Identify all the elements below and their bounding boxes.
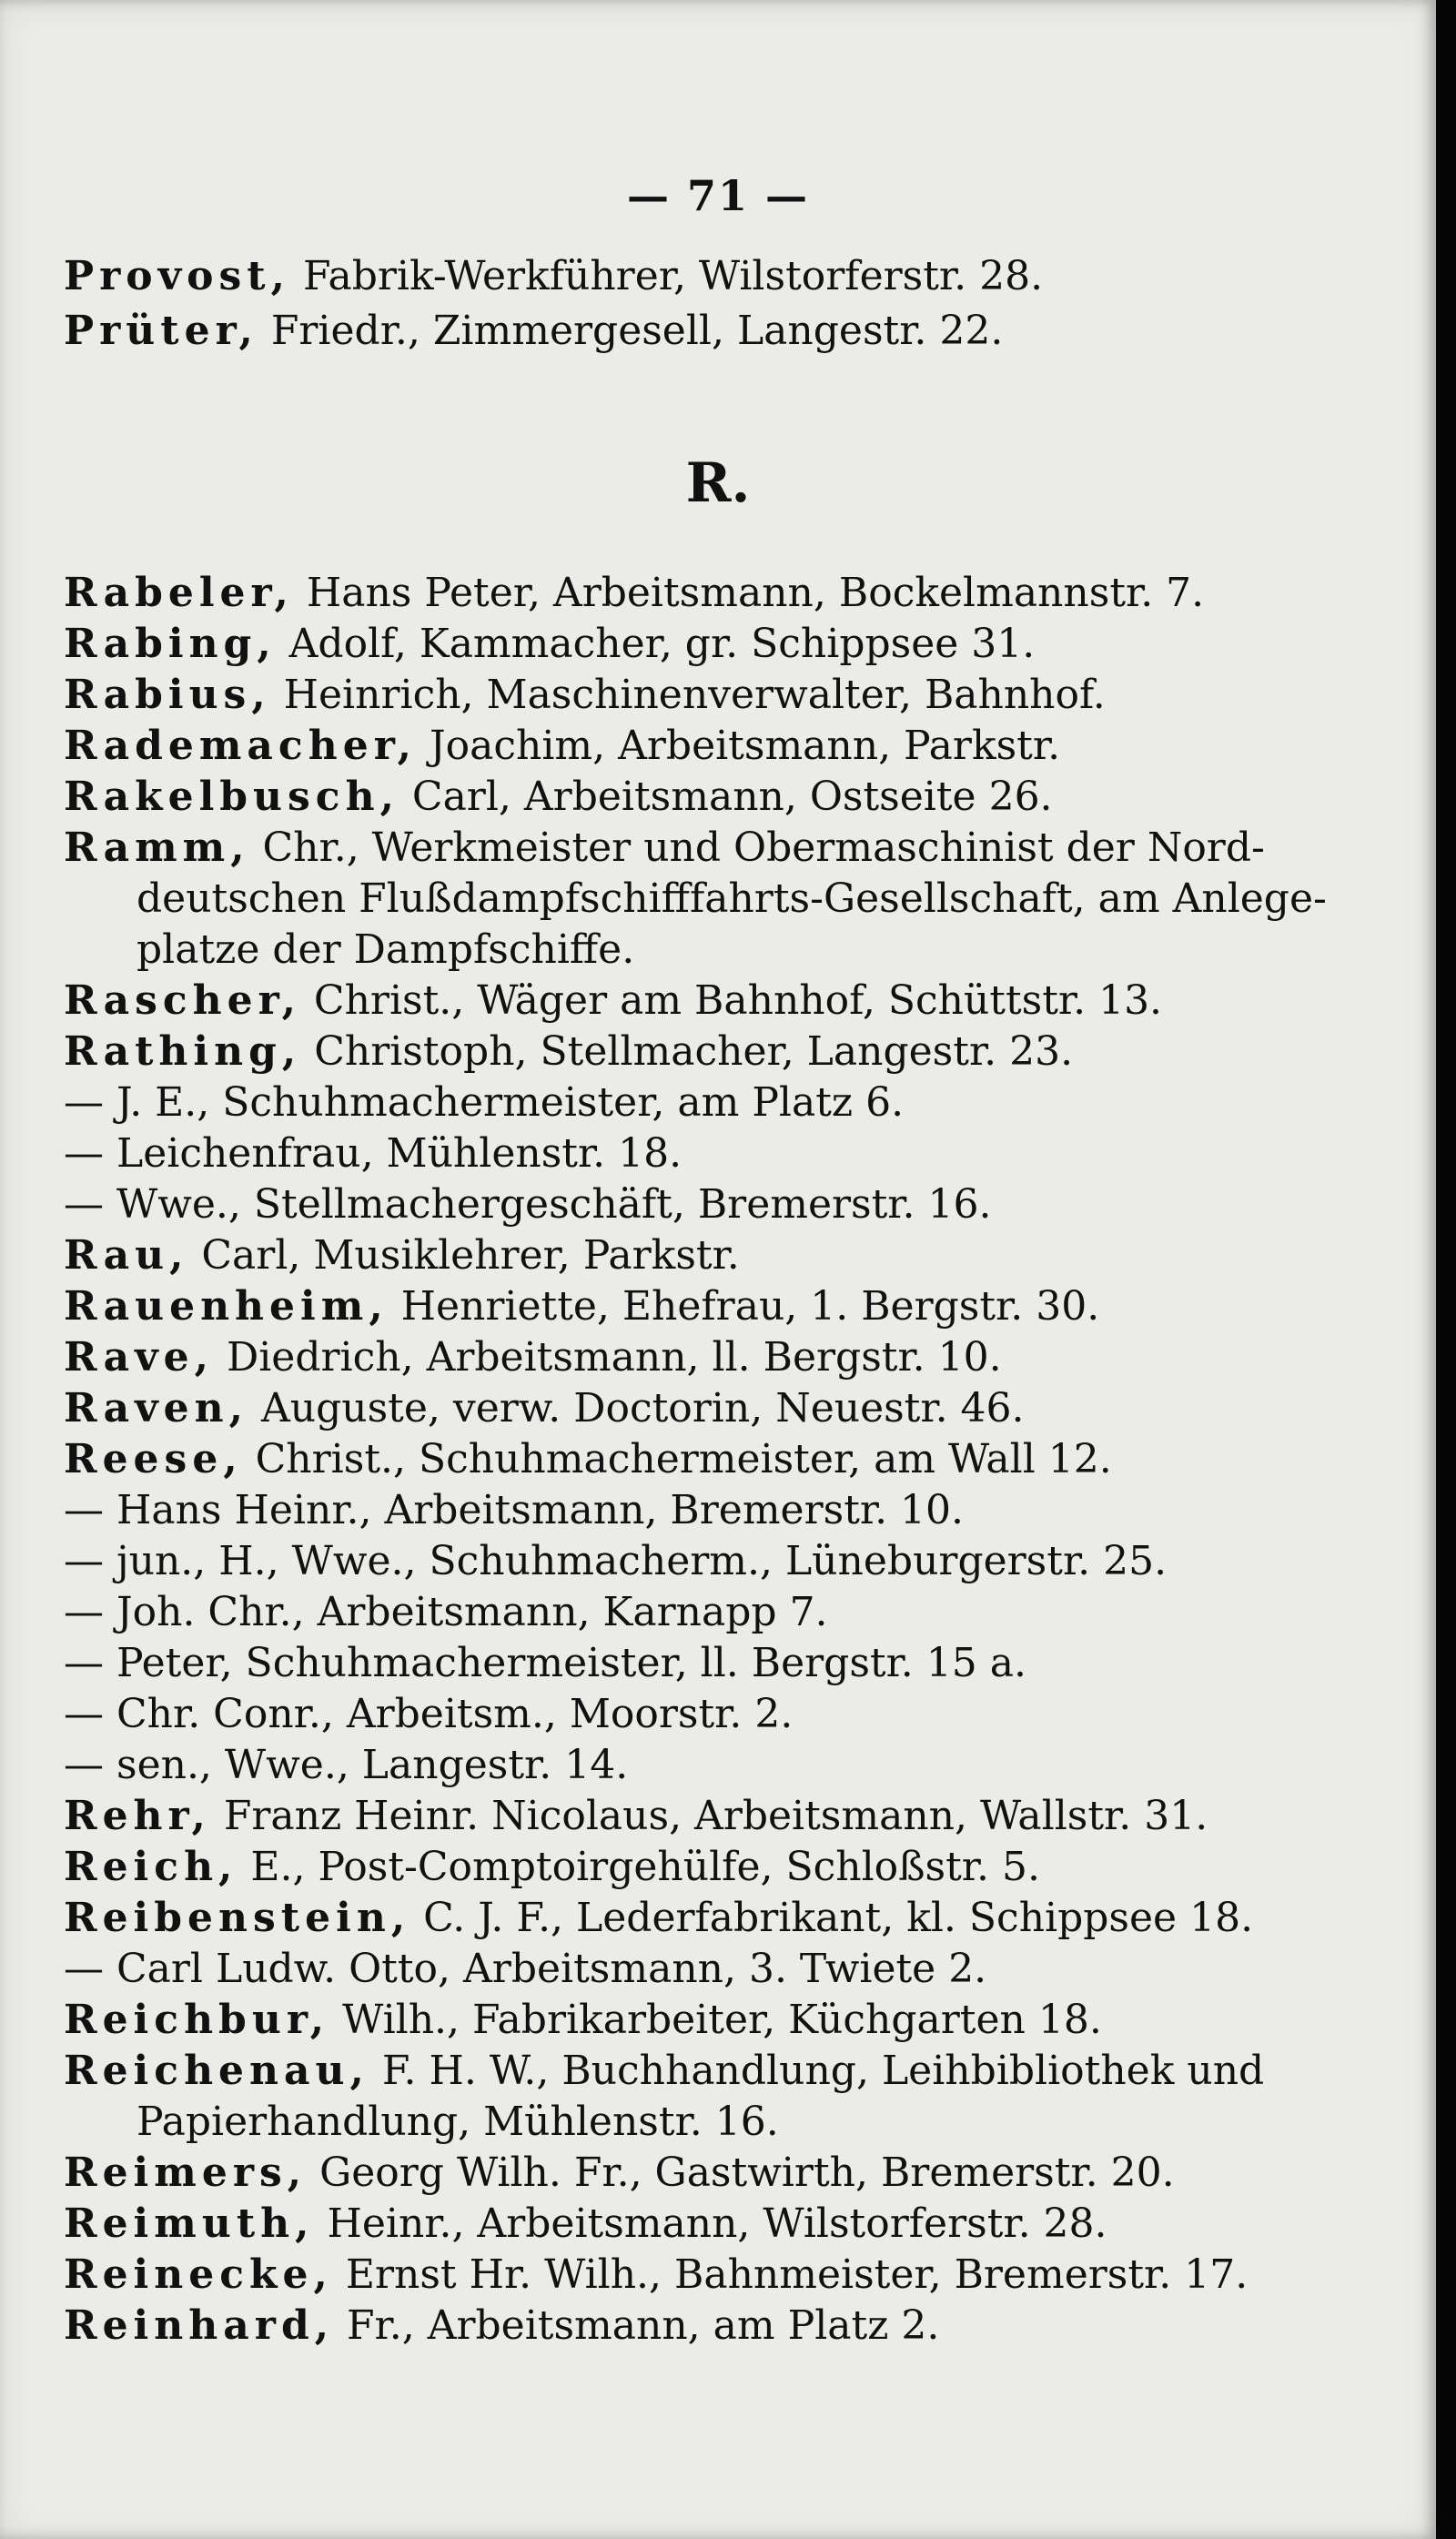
directory-entry xyxy=(64,1944,1174,1995)
directory-entry xyxy=(64,1179,1174,1230)
entry-surname: Reichenau, xyxy=(64,2048,369,2094)
entry-details: Chr. Conr., Arbeitsm., Moorstr. 2. xyxy=(104,1691,794,1737)
entry-details: Carl, Musiklehrer, Parkstr. xyxy=(188,1232,740,1279)
directory-entry xyxy=(64,1128,1174,1179)
entry-surname: Reese, xyxy=(64,1436,243,1482)
directory-entry xyxy=(64,1740,1174,1791)
directory-entry xyxy=(64,619,1174,670)
directory-entry xyxy=(64,1485,1174,1536)
entry-details: Carl, Arbeitsmann, Ostseite 26. xyxy=(399,774,1053,820)
entry-continuation: deutschen Flußdampfschifffahrts-Gesellschaft, am Anlege- xyxy=(136,875,1327,922)
directory-entry xyxy=(64,670,1174,721)
entry-ditto-mark: — xyxy=(64,1589,104,1635)
directory-entry xyxy=(64,1383,1174,1434)
entry-details: Joachim, Arbeitsmann, Parkstr. xyxy=(417,723,1061,769)
entry-surname: Rave, xyxy=(64,1334,214,1381)
directory-entry xyxy=(64,1332,1174,1383)
directory-entry xyxy=(64,306,1174,357)
entry-details: Heinr., Arbeitsmann, Wilstorferstr. 28. xyxy=(314,2200,1107,2247)
entry-ditto-mark: — xyxy=(64,1181,104,1228)
directory-entry xyxy=(64,1791,1208,1842)
entry-details: C. J. F., Lederfabrikant, kl. Schippsee 18. xyxy=(410,1895,1254,1941)
entry-details: Chr., Werkmeister und Obermaschinist der Nord- xyxy=(249,824,1265,871)
directory-entry xyxy=(64,251,1174,302)
entry-details: Hans Peter, Arbeitsmann, Bockelmannstr. 7. xyxy=(293,570,1205,616)
entry-ditto-mark: — xyxy=(64,1742,104,1788)
entry-surname: Provost, xyxy=(64,253,290,299)
entry-details: Christ., Wäger am Bahnhof, Schüttstr. 13. xyxy=(300,977,1163,1024)
entry-continuation: platze der Dampfschiffe. xyxy=(136,926,635,973)
entry-details: Christ., Schuhmachermeister, am Wall 12. xyxy=(242,1436,1112,1482)
entry-surname: Rau, xyxy=(64,1232,189,1279)
directory-entry xyxy=(64,823,1327,976)
entry-details: Adolf, Kammacher, gr. Schippsee 31. xyxy=(276,621,1036,667)
entry-details: Wilh., Fabrikarbeiter, Küchgarten 18. xyxy=(329,1997,1102,2043)
directory-entry xyxy=(64,1536,1174,1587)
directory-entry xyxy=(64,772,1174,823)
entry-details: Georg Wilh. Fr., Gastwirth, Bremerstr. 20. xyxy=(307,2150,1175,2196)
entry-details: Franz Heinr. Nicolaus, Arbeitsmann, Wallstr. 31. xyxy=(210,1793,1208,1839)
entry-details: J. E., Schuhmachermeister, am Platz 6. xyxy=(104,1079,905,1126)
entry-surname: Rakelbusch, xyxy=(64,774,399,820)
entry-details: Christoph, Stellmacher, Langestr. 23. xyxy=(301,1028,1074,1075)
entry-details: Heinrich, Maschinenverwalter, Bahnhof. xyxy=(270,672,1106,718)
entry-surname: Rascher, xyxy=(64,977,301,1024)
directory-entry xyxy=(64,1281,1174,1332)
directory-entry xyxy=(64,1995,1174,2046)
entry-ditto-mark: — xyxy=(64,1079,104,1126)
entry-ditto-mark: — xyxy=(64,1130,104,1177)
entry-surname: Reinecke, xyxy=(64,2251,333,2298)
directory-entry xyxy=(64,1230,1174,1281)
entry-details: Leichenfrau, Mühlenstr. 18. xyxy=(104,1130,682,1177)
directory-entry xyxy=(64,568,1205,619)
entry-surname: Reich, xyxy=(64,1844,238,1890)
entry-surname: Ramm, xyxy=(64,824,250,871)
entry-surname: Rathing, xyxy=(64,1028,302,1075)
directory-entry xyxy=(64,1638,1174,1689)
entry-ditto-mark: — xyxy=(64,1946,104,1992)
entry-details: Wwe., Stellmachergeschäft, Bremerstr. 16. xyxy=(104,1181,992,1228)
directory-entry xyxy=(64,1842,1174,1893)
page-edge-shadow xyxy=(1436,0,1456,2539)
entry-surname: Rademacher, xyxy=(64,723,417,769)
entry-details: Peter, Schuhmachermeister, ll. Bergstr. 15 a. xyxy=(104,1640,1026,1686)
entry-surname: Reimuth, xyxy=(64,2200,315,2247)
entry-details: Fr., Arbeitsmann, am Platz 2. xyxy=(334,2302,940,2349)
entry-details: E., Post-Comptoirgehülfe, Schloßstr. 5. xyxy=(238,1844,1040,1890)
entry-surname: Raven, xyxy=(64,1385,248,1431)
directory-entry xyxy=(64,2250,1249,2301)
entry-ditto-mark: — xyxy=(64,1487,104,1533)
entry-details: Friedr., Zimmergesell, Langestr. 22. xyxy=(258,308,1004,354)
directory-entry xyxy=(64,721,1174,772)
entry-ditto-mark: — xyxy=(64,1538,104,1584)
entry-ditto-mark: — xyxy=(64,1691,104,1737)
entry-surname: Rauenheim, xyxy=(64,1283,389,1330)
entry-details: jun., H., Wwe., Schuhmacherm., Lüneburgerstr. 25. xyxy=(104,1538,1168,1584)
entry-details: Diedrich, Arbeitsmann, ll. Bergstr. 10. xyxy=(213,1334,1002,1381)
entry-details: Auguste, verw. Doctorin, Neuestr. 46. xyxy=(248,1385,1025,1431)
directory-entry xyxy=(64,1893,1254,1944)
entry-continuation: Papierhandlung, Mühlenstr. 16. xyxy=(136,2099,779,2145)
entry-details: Joh. Chr., Arbeitsmann, Karnapp 7. xyxy=(104,1589,828,1635)
directory-entry xyxy=(64,1689,1174,1740)
entry-surname: Rehr, xyxy=(64,1793,211,1839)
entry-details: Fabrik-Werkführer, Wilstorferstr. 28. xyxy=(289,253,1044,299)
entry-surname: Reimers, xyxy=(64,2150,308,2196)
entry-details: Carl Ludw. Otto, Arbeitsmann, 3. Twiete 2. xyxy=(104,1946,987,1992)
directory-entry xyxy=(64,2301,1174,2352)
entry-surname: Reichbur, xyxy=(64,1997,330,2043)
entry-ditto-mark: — xyxy=(64,1640,104,1686)
directory-entry xyxy=(64,2148,1174,2199)
directory-entry xyxy=(64,2046,1265,2148)
entry-surname: Rabeler, xyxy=(64,570,294,616)
entry-details: Ernst Hr. Wilh., Bahnmeister, Bremerstr. 17. xyxy=(332,2251,1249,2298)
entry-surname: Rabing, xyxy=(64,621,277,667)
directory-entry xyxy=(64,1434,1174,1485)
entry-details: Hans Heinr., Arbeitsmann, Bremerstr. 10. xyxy=(104,1487,965,1533)
section-letter: R. xyxy=(685,451,751,515)
entry-surname: Reibenstein, xyxy=(64,1895,411,1941)
directory-entry xyxy=(64,976,1174,1027)
entry-details: F. H. W., Buchhandlung, Leihbibliothek und xyxy=(369,2048,1265,2094)
directory-entry xyxy=(64,1027,1174,1077)
entry-surname: Rabius, xyxy=(64,672,271,718)
entry-surname: Reinhard, xyxy=(64,2302,335,2349)
directory-entry xyxy=(64,2199,1174,2250)
directory-entry xyxy=(64,1587,1174,1638)
entry-details: Henriette, Ehefrau, 1. Bergstr. 30. xyxy=(388,1283,1100,1330)
entry-details: sen., Wwe., Langestr. 14. xyxy=(104,1742,629,1788)
page-number: — 71 — xyxy=(626,171,810,220)
directory-entry xyxy=(64,1077,1174,1128)
entry-surname: Prüter, xyxy=(64,308,258,354)
